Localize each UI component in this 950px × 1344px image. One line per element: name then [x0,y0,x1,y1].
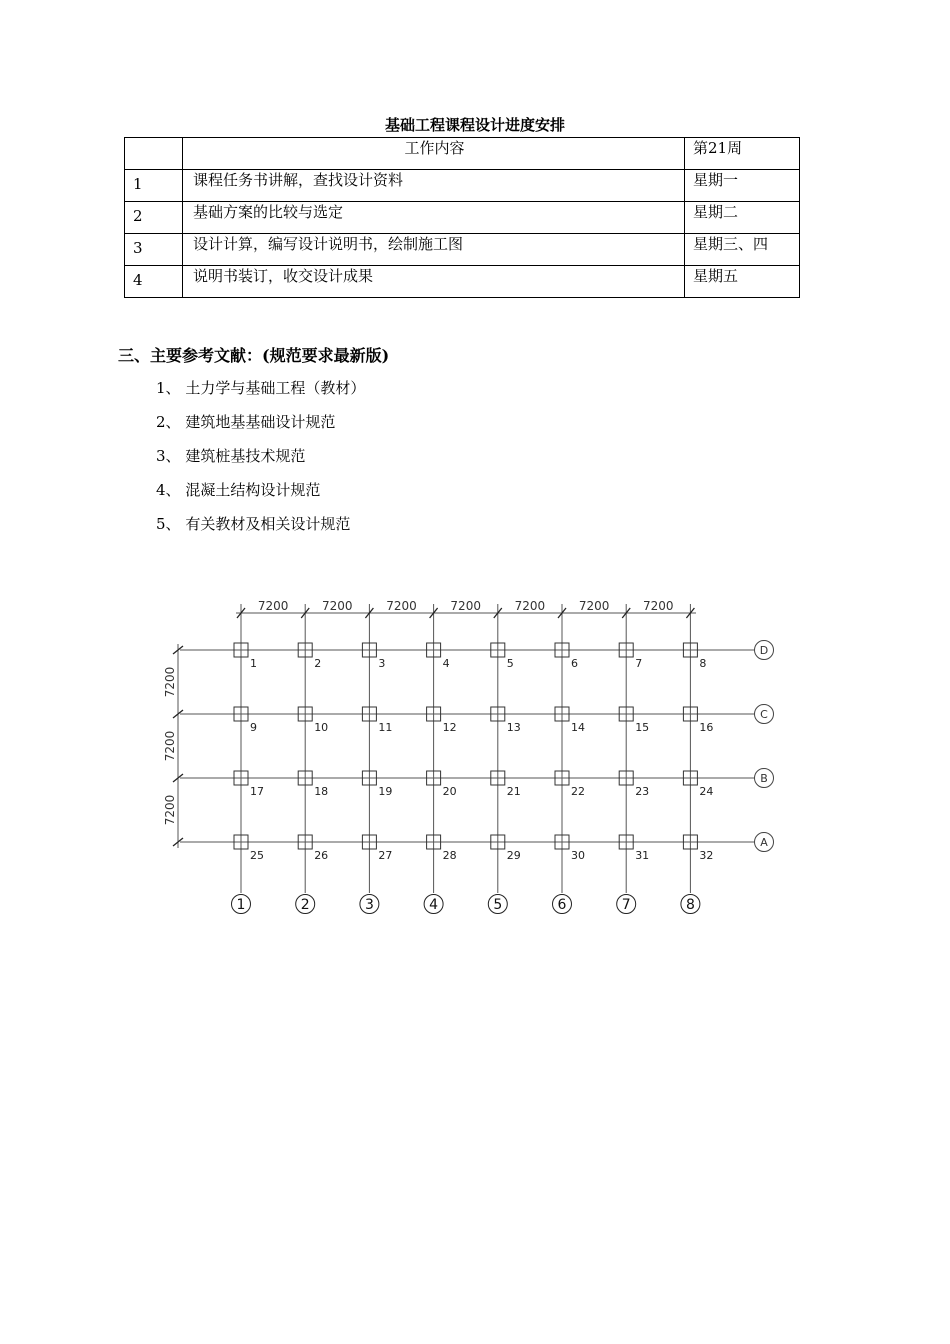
axis-label: C [760,708,768,721]
dimension-label: 7200 [450,599,481,613]
column-number: 23 [635,785,650,798]
column-number: 29 [506,849,521,862]
column-number: 5 [506,657,514,670]
column-number: 27 [378,849,393,862]
column-number: 24 [699,785,714,798]
row-number: 3 [125,234,183,266]
row-work: 基础方案的比较与选定 [183,202,685,234]
column-number: 25 [250,849,264,862]
column-number: 7 [635,657,643,670]
column-number: 19 [378,785,393,798]
header-cell-week: 第21周 [685,138,800,170]
axis-label: 1 [236,897,246,913]
reference-text: 建筑地基基础设计规范 [185,413,336,431]
column-number: 11 [378,721,393,734]
dimension-label: 7200 [578,599,610,613]
column-number: 16 [699,721,714,734]
reference-text: 混凝土结构设计规范 [185,481,321,499]
column-number: 32 [699,849,714,862]
axis-label: 3 [364,897,374,913]
row-work: 课程任务书讲解，查找设计资料 [183,170,685,202]
column-number: 13 [506,721,521,734]
row-work: 说明书装订，收交设计成果 [183,266,685,298]
row-day: 星期三、四 [685,234,800,266]
axis-label: 8 [685,897,695,913]
column-number: 18 [314,785,329,798]
column-number: 30 [571,849,585,862]
column-number: 1 [250,657,257,670]
dimension-label: 7200 [163,794,177,826]
column-number: 20 [442,785,457,798]
reference-text: 土力学与基础工程（教材） [185,379,366,397]
axis-label: 4 [429,897,439,913]
column-number: 28 [442,849,457,862]
column-number: 10 [314,721,329,734]
axis-label: 2 [300,897,310,913]
reference-text: 有关教材及相关设计规范 [185,515,351,533]
row-day: 星期五 [685,266,800,298]
column-number: 22 [571,785,585,798]
column-number: 8 [699,657,707,670]
column-number: 31 [635,849,650,862]
reference-number: 5、 [156,515,181,533]
reference-number: 3、 [156,447,181,465]
axis-label: A [760,836,768,849]
axis-label: D [759,644,769,657]
column-number: 21 [506,785,521,798]
reference-number: 2、 [156,413,181,431]
column-number: 6 [571,657,578,670]
axis-label: 6 [557,897,567,913]
axis-label: B [760,772,768,785]
reference-text: 建筑桩基技术规范 [185,447,306,465]
row-number: 4 [125,266,183,298]
axis-label: 7 [621,897,631,913]
reference-number: 1、 [156,379,181,397]
dimension-label: 7200 [514,599,546,613]
row-day: 星期一 [685,170,800,202]
row-number: 1 [125,170,183,202]
column-number: 14 [571,721,585,734]
dimension-label: 7200 [386,599,417,613]
column-number: 12 [442,721,457,734]
dimension-label: 7200 [257,599,289,613]
axis-label: 5 [493,897,503,913]
reference-number: 4、 [156,481,181,499]
schedule-title: 基础工程课程设计进度安排 [384,116,565,134]
column-number: 2 [314,657,322,670]
column-number: 17 [250,785,264,798]
column-number: 4 [442,657,450,670]
dimension-label: 7200 [163,666,177,698]
dimension-label: 7200 [322,599,353,613]
dimension-label: 7200 [163,730,177,762]
dimension-label: 7200 [643,599,674,613]
column-number: 9 [250,721,257,734]
column-number: 3 [378,657,386,670]
row-work: 设计计算，编写设计说明书，绘制施工图 [183,234,685,266]
row-number: 2 [125,202,183,234]
column-number: 26 [314,849,329,862]
header-cell-work: 工作内容 [183,138,685,170]
column-number: 15 [635,721,650,734]
references-heading: 三、主要参考文献：(规范要求最新版) [118,346,390,365]
row-day: 星期二 [685,202,800,234]
